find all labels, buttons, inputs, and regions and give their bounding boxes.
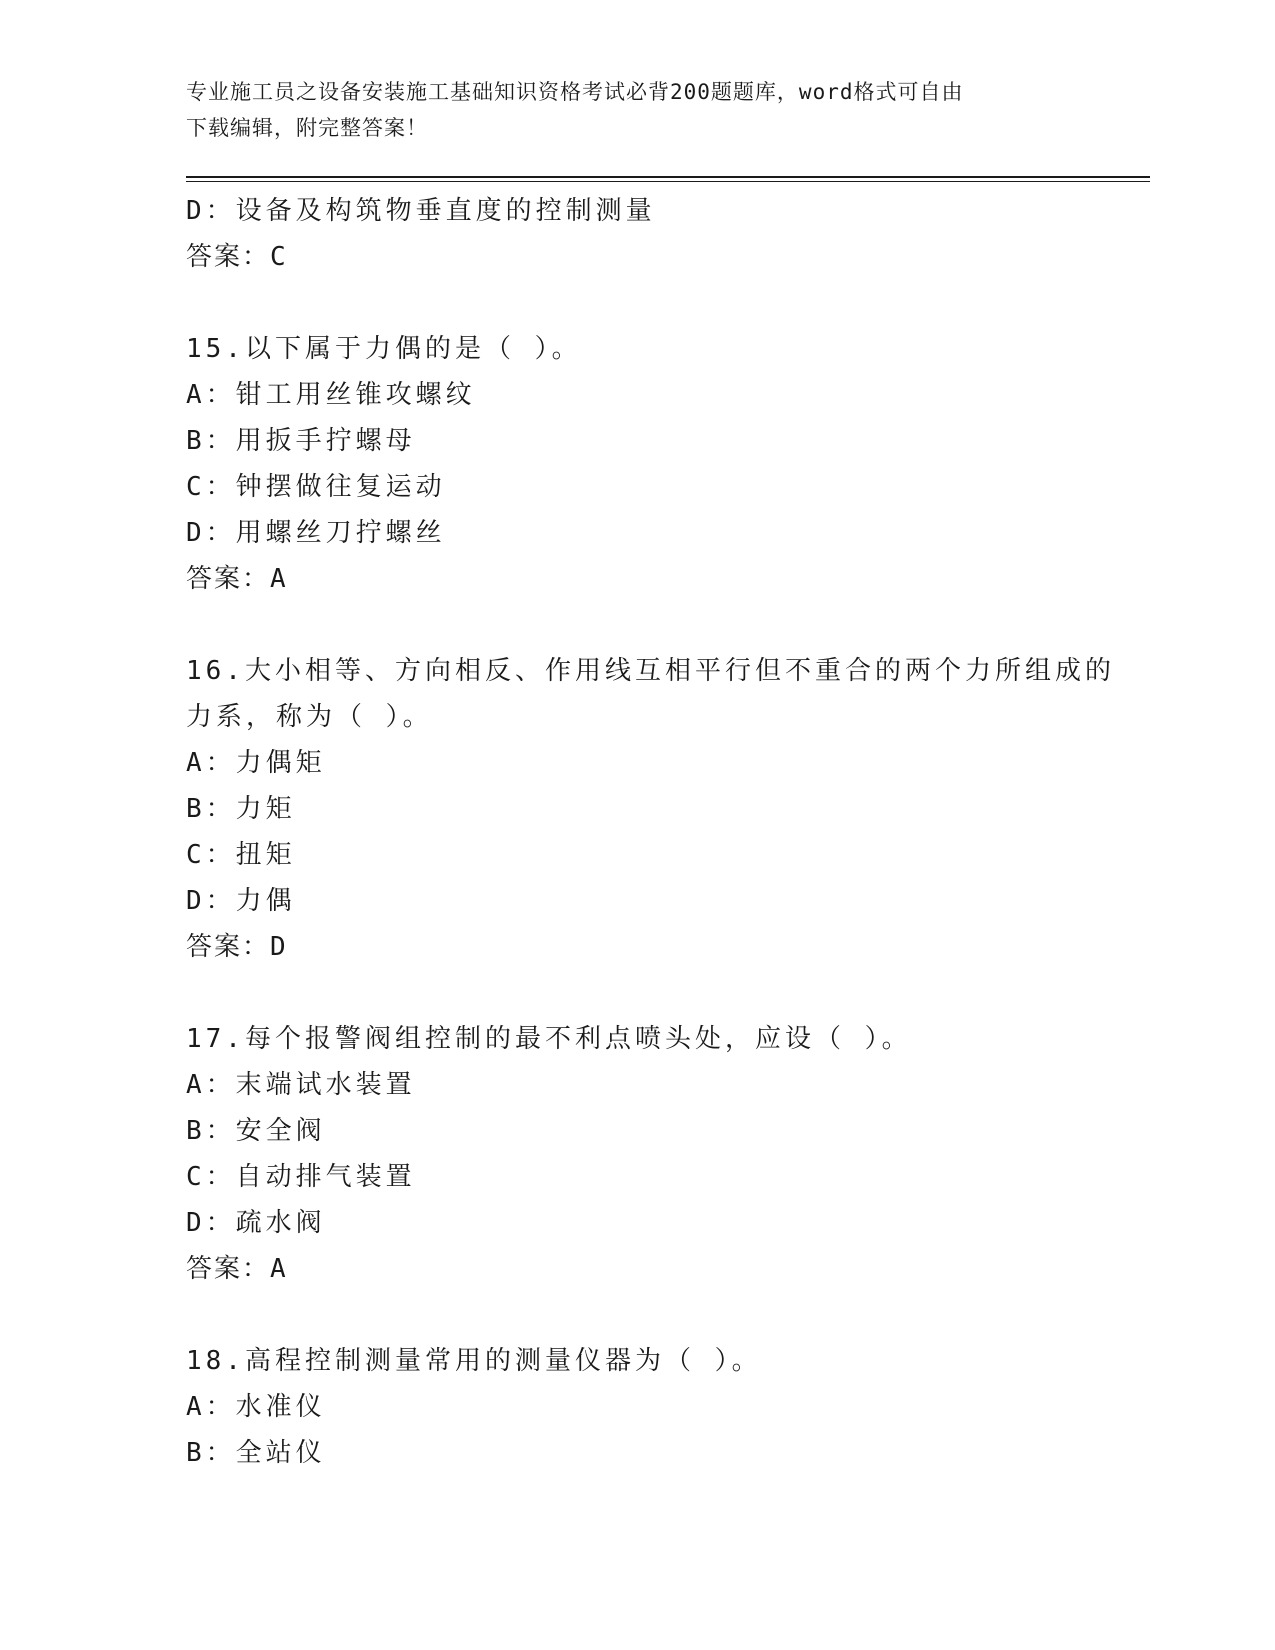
- option-b: B：安全阀: [186, 1116, 326, 1146]
- option-c: C：钟摆做往复运动: [186, 472, 446, 502]
- header-line-1: 专业施工员之设备安装施工基础知识资格考试必背200题题库，word格式可自由: [186, 80, 964, 104]
- question-18: [186, 1338, 1126, 1476]
- question-stem: 16.大小相等、方向相反、作用线互相平行但不重合的两个力所组成的: [186, 656, 1115, 686]
- option-c: C：自动排气装置: [186, 1162, 416, 1192]
- question-16: [186, 648, 1126, 970]
- question-stem-continued: 力系，称为（ ）。: [186, 702, 433, 732]
- option-a: A：钳工用丝锥攻螺纹: [186, 380, 476, 410]
- option-d: D：疏水阀: [186, 1208, 326, 1238]
- option-c: C：扭矩: [186, 840, 296, 870]
- option-b: B：全站仪: [186, 1438, 326, 1468]
- document-body: [186, 188, 1126, 1476]
- question-15: [186, 326, 1126, 602]
- answer-line: 答案：A: [186, 564, 288, 594]
- header-divider-thin: [186, 181, 1150, 182]
- question-stem: 18.高程控制测量常用的测量仪器为（ ）。: [186, 1346, 762, 1376]
- option-d: D：用螺丝刀拧螺丝: [186, 518, 446, 548]
- answer-line: 答案：D: [186, 932, 288, 962]
- question-17: [186, 1016, 1126, 1292]
- option-a: A：水准仪: [186, 1392, 326, 1422]
- page-header: [186, 74, 1076, 146]
- option-d: D：力偶: [186, 886, 296, 916]
- question-stem: 17.每个报警阀组控制的最不利点喷头处，应设（ ）。: [186, 1024, 912, 1054]
- answer-line: 答案：C: [186, 242, 288, 272]
- option-b: B：用扳手拧螺母: [186, 426, 416, 456]
- option-a: A：末端试水装置: [186, 1070, 416, 1100]
- carryover-question: [186, 188, 1126, 280]
- answer-line: 答案：A: [186, 1254, 288, 1284]
- question-stem: 15.以下属于力偶的是（ ）。: [186, 334, 582, 364]
- header-line-2: 下载编辑，附完整答案！: [186, 116, 428, 140]
- option-b: B：力矩: [186, 794, 296, 824]
- option-a: A：力偶矩: [186, 748, 326, 778]
- header-divider-thick: [186, 176, 1150, 178]
- option-d: D：设备及构筑物垂直度的控制测量: [186, 196, 656, 226]
